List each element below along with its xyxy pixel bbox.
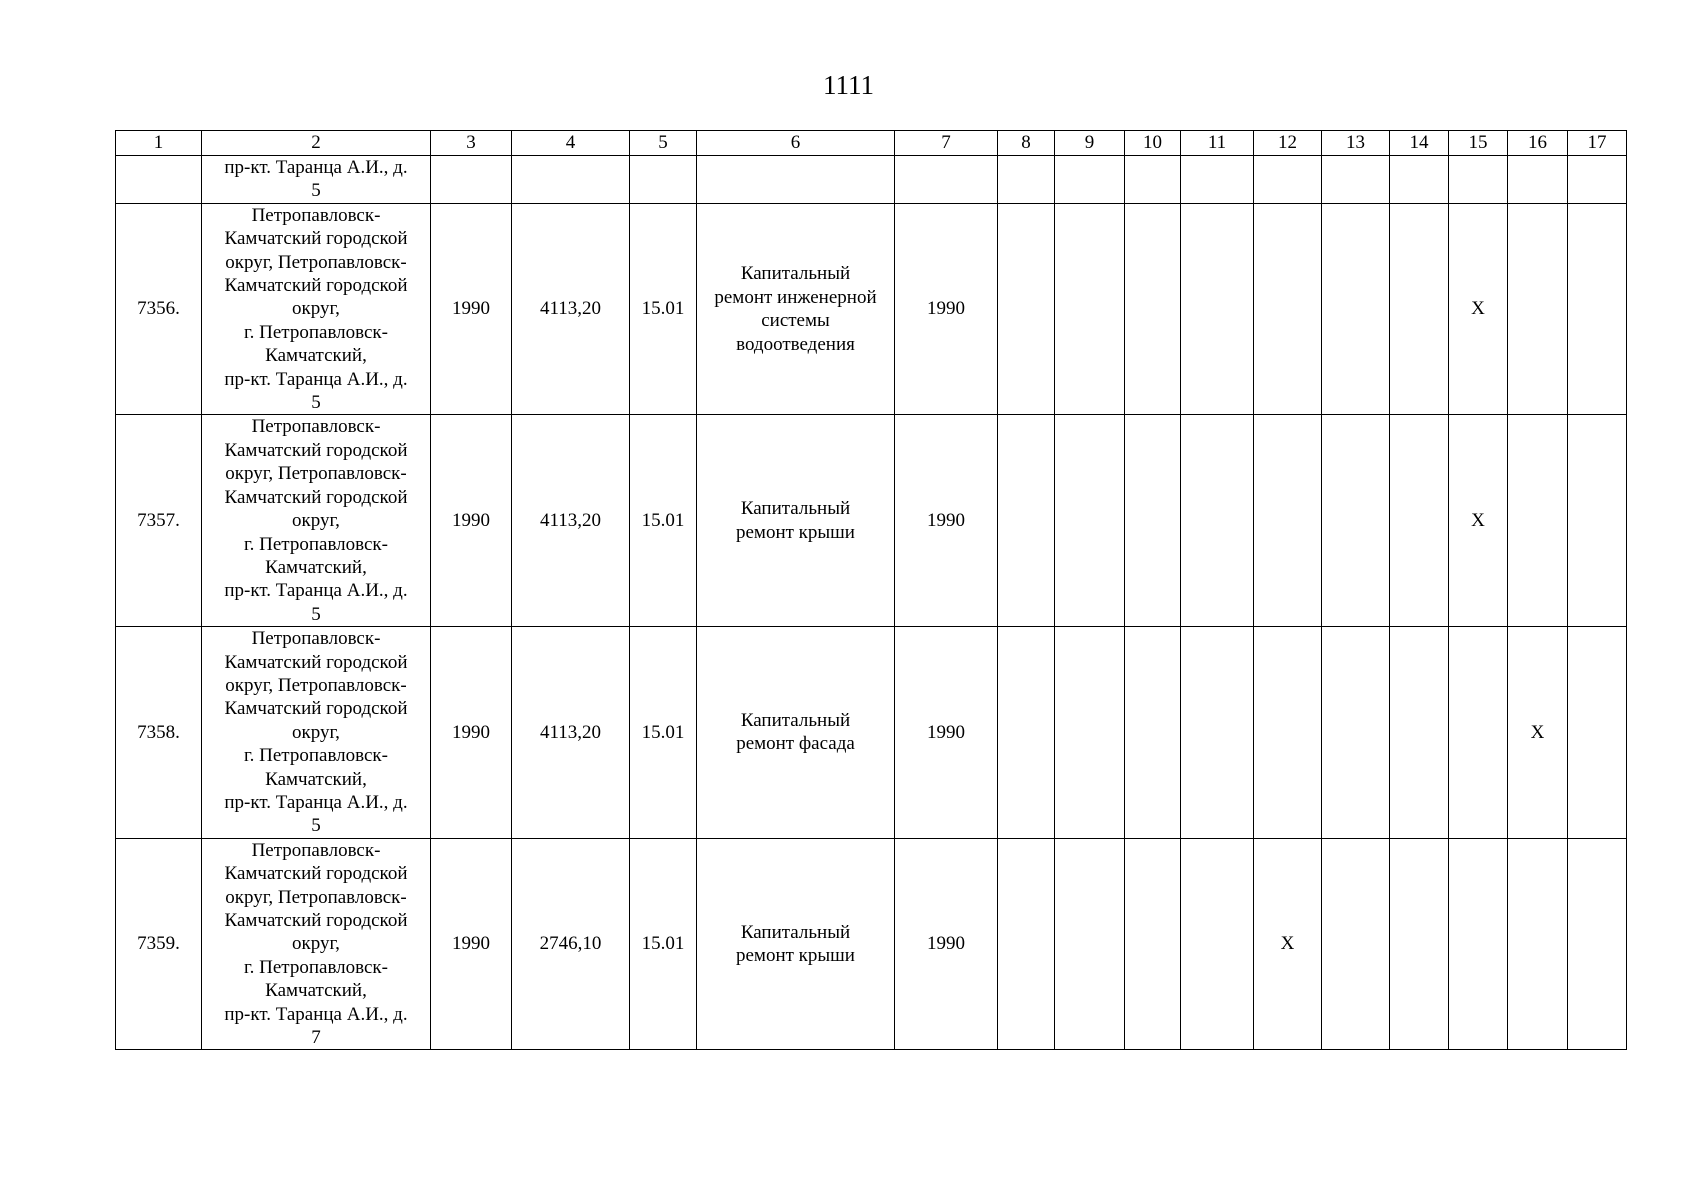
mark-cell-17 xyxy=(1568,415,1627,627)
table-row xyxy=(116,415,1627,627)
text-line: округ, xyxy=(292,298,340,320)
row-number: 7356. xyxy=(116,203,202,415)
mark-cell-12 xyxy=(1254,203,1322,415)
empty-cell xyxy=(116,156,202,204)
mark-cell-10 xyxy=(1125,415,1181,627)
header-cell-10: 10 xyxy=(1125,131,1181,156)
text-line: ремонт инженерной xyxy=(714,286,877,308)
table-row xyxy=(116,203,1627,415)
header-cell-1: 1 xyxy=(116,131,202,156)
mark-cell-11 xyxy=(1181,838,1254,1050)
text-line: округ, Петропавловск- xyxy=(225,251,407,273)
table-row xyxy=(116,627,1627,839)
mark-cell-8 xyxy=(998,415,1055,627)
header-cell-7: 7 xyxy=(895,131,998,156)
text-line: Капитальный xyxy=(740,498,851,520)
empty-cell xyxy=(895,156,998,204)
text-line: пр-кт. Таранца А.И., д. xyxy=(224,157,408,178)
text-line: системы xyxy=(761,310,830,332)
mark-cell-13 xyxy=(1322,838,1390,1050)
text-line: 5 xyxy=(311,603,321,625)
header-cell-5: 5 xyxy=(630,131,697,156)
empty-cell xyxy=(630,156,697,204)
text-line: округ, xyxy=(292,510,340,532)
header-cell-16: 16 xyxy=(1508,131,1568,156)
empty-cell xyxy=(1390,156,1449,204)
mark-cell-11 xyxy=(1181,627,1254,839)
mark-cell-13 xyxy=(1322,415,1390,627)
mark-cell-11 xyxy=(1181,415,1254,627)
mark-cell-12: X xyxy=(1254,838,1322,1050)
mark-cell-9 xyxy=(1055,203,1125,415)
mark-cell-13 xyxy=(1322,627,1390,839)
text-line: Капитальный xyxy=(740,263,851,285)
header-cell-3: 3 xyxy=(431,131,512,156)
mark-cell-12 xyxy=(1254,627,1322,839)
text-line: пр-кт. Таранца А.И., д. xyxy=(224,368,408,390)
text-line: Камчатский городской xyxy=(224,910,408,931)
header-cell-13: 13 xyxy=(1322,131,1390,156)
empty-cell xyxy=(1254,156,1322,204)
empty-cell xyxy=(431,156,512,204)
mark-cell-8 xyxy=(998,838,1055,1050)
text-line: г. Петропавловск- xyxy=(244,956,388,978)
mark-cell-9 xyxy=(1055,627,1125,839)
text-line: водоотведения xyxy=(736,333,855,355)
code-cell: 15.01 xyxy=(630,838,697,1050)
empty-cell xyxy=(998,156,1055,204)
mark-cell-14 xyxy=(1390,415,1449,627)
text-line: Петропавловск- xyxy=(251,628,381,650)
year2-cell: 1990 xyxy=(895,627,998,839)
header-cell-2: 2 xyxy=(202,131,431,156)
mark-cell-8 xyxy=(998,203,1055,415)
text-line: ремонт фасада xyxy=(736,733,855,755)
empty-cell xyxy=(1568,156,1627,204)
work-type-cell xyxy=(697,415,895,627)
area-cell: 4113,20 xyxy=(512,627,630,839)
page-number: 1111 xyxy=(823,70,874,100)
text-line: ремонт крыши xyxy=(736,945,855,967)
empty-cell xyxy=(1449,156,1508,204)
empty-cell xyxy=(697,156,895,204)
empty-cell xyxy=(1181,156,1254,204)
text-line: пр-кт. Таранца А.И., д. xyxy=(224,1003,408,1025)
text-line: г. Петропавловск- xyxy=(244,745,388,767)
year2-cell: 1990 xyxy=(895,838,998,1050)
mark-cell-15 xyxy=(1449,838,1508,1050)
area-cell: 2746,10 xyxy=(512,838,630,1050)
mark-cell-14 xyxy=(1390,627,1449,839)
header-row xyxy=(116,131,1627,156)
empty-cell xyxy=(512,156,630,204)
mark-cell-10 xyxy=(1125,838,1181,1050)
text-line: округ, Петропавловск- xyxy=(225,674,407,696)
text-line: ремонт крыши xyxy=(736,521,855,543)
header-cell-15: 15 xyxy=(1449,131,1508,156)
address-cell xyxy=(202,627,431,839)
text-line: Капитальный xyxy=(740,921,851,943)
text-line: Камчатский городской xyxy=(224,275,408,297)
work-type-cell xyxy=(697,838,895,1050)
text-line: 5 xyxy=(311,180,321,202)
mark-cell-16 xyxy=(1508,838,1568,1050)
text-line: г. Петропавловск- xyxy=(244,321,388,343)
mark-cell-10 xyxy=(1125,627,1181,839)
text-line: Камчатский, xyxy=(265,345,367,367)
work-type-cell xyxy=(697,627,895,839)
mark-cell-15 xyxy=(1449,627,1508,839)
mark-cell-16: X xyxy=(1508,627,1568,839)
header-cell-17: 17 xyxy=(1568,131,1627,156)
mark-cell-16 xyxy=(1508,415,1568,627)
area-cell: 4113,20 xyxy=(512,415,630,627)
text-line: округ, Петропавловск- xyxy=(225,886,407,908)
text-line: Камчатский, xyxy=(265,556,367,578)
row-number: 7359. xyxy=(116,838,202,1050)
code-cell: 15.01 xyxy=(630,627,697,839)
work-type-cell xyxy=(697,203,895,415)
text-line: Камчатский городской xyxy=(224,651,408,673)
empty-cell xyxy=(1508,156,1568,204)
text-line: Камчатский городской xyxy=(224,486,408,508)
text-line: Петропавловск- xyxy=(251,416,381,438)
header-cell-11: 11 xyxy=(1181,131,1254,156)
text-line: Камчатский городской xyxy=(224,228,408,250)
address-cell xyxy=(202,156,431,204)
header-cell-6: 6 xyxy=(697,131,895,156)
mark-cell-15: X xyxy=(1449,415,1508,627)
code-cell: 15.01 xyxy=(630,203,697,415)
mark-cell-14 xyxy=(1390,203,1449,415)
mark-cell-16 xyxy=(1508,203,1568,415)
year2-cell: 1990 xyxy=(895,203,998,415)
text-line: пр-кт. Таранца А.И., д. xyxy=(224,580,408,602)
continuation-row xyxy=(116,156,1627,204)
text-line: 5 xyxy=(311,392,321,414)
empty-cell xyxy=(1322,156,1390,204)
code-cell: 15.01 xyxy=(630,415,697,627)
register-table xyxy=(115,130,1627,1050)
text-line: Камчатский городской xyxy=(224,863,408,885)
mark-cell-9 xyxy=(1055,838,1125,1050)
year-cell: 1990 xyxy=(431,627,512,839)
mark-cell-10 xyxy=(1125,203,1181,415)
header-cell-14: 14 xyxy=(1390,131,1449,156)
empty-cell xyxy=(1125,156,1181,204)
year-cell: 1990 xyxy=(431,415,512,627)
empty-cell xyxy=(1055,156,1125,204)
mark-cell-15: X xyxy=(1449,203,1508,415)
text-line: пр-кт. Таранца А.И., д. xyxy=(224,791,408,813)
area-cell: 4113,20 xyxy=(512,203,630,415)
text-line: Петропавловск- xyxy=(251,839,381,861)
mark-cell-17 xyxy=(1568,838,1627,1050)
text-line: Камчатский, xyxy=(265,980,367,1002)
header-cell-9: 9 xyxy=(1055,131,1125,156)
year2-cell: 1990 xyxy=(895,415,998,627)
text-line: округ, Петропавловск- xyxy=(225,463,407,485)
mark-cell-17 xyxy=(1568,627,1627,839)
address-cell xyxy=(202,838,431,1050)
text-line: Камчатский, xyxy=(265,768,367,790)
text-line: 5 xyxy=(311,815,321,837)
mark-cell-9 xyxy=(1055,415,1125,627)
text-line: Петропавловск- xyxy=(251,204,381,226)
mark-cell-11 xyxy=(1181,203,1254,415)
year-cell: 1990 xyxy=(431,203,512,415)
address-cell xyxy=(202,415,431,627)
text-line: Капитальный xyxy=(740,710,851,732)
mark-cell-17 xyxy=(1568,203,1627,415)
text-line: округ, xyxy=(292,721,340,743)
year-cell: 1990 xyxy=(431,838,512,1050)
mark-cell-12 xyxy=(1254,415,1322,627)
address-cell xyxy=(202,203,431,415)
mark-cell-13 xyxy=(1322,203,1390,415)
header-cell-12: 12 xyxy=(1254,131,1322,156)
table-row xyxy=(116,838,1627,1050)
row-number: 7357. xyxy=(116,415,202,627)
header-cell-8: 8 xyxy=(998,131,1055,156)
text-line: округ, xyxy=(292,933,340,955)
text-line: г. Петропавловск- xyxy=(244,533,388,555)
mark-cell-8 xyxy=(998,627,1055,839)
text-line: Камчатский городской xyxy=(224,698,408,720)
text-line: 7 xyxy=(311,1027,321,1049)
header-cell-4: 4 xyxy=(512,131,630,156)
mark-cell-14 xyxy=(1390,838,1449,1050)
row-number: 7358. xyxy=(116,627,202,839)
text-line: Камчатский городской xyxy=(224,439,408,461)
